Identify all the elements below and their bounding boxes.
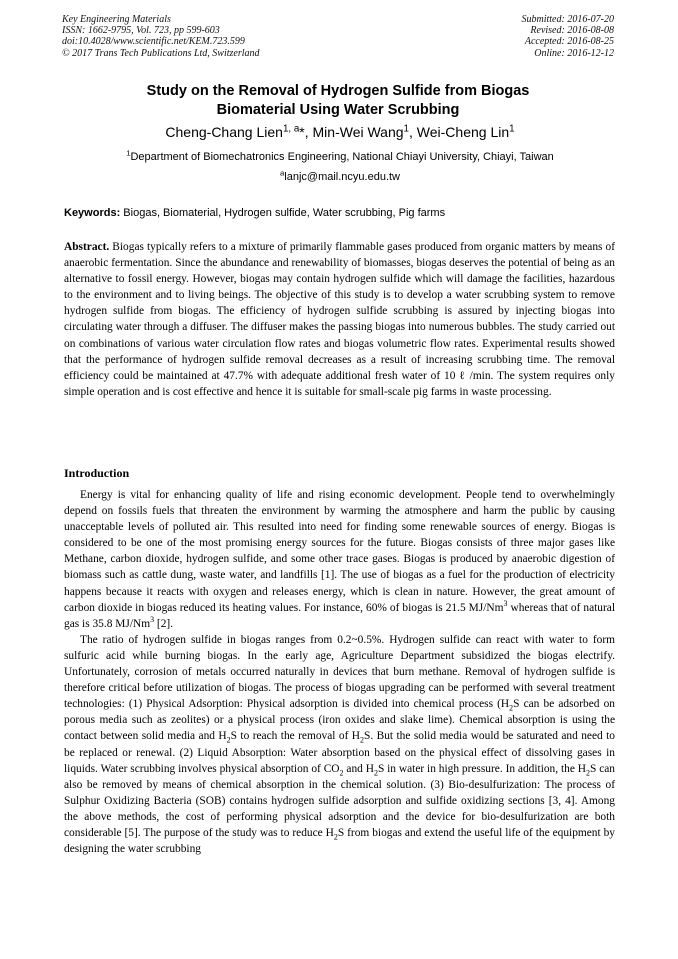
journal-doi: doi:10.4028/www.scientific.net/KEM.723.599 — [62, 36, 245, 48]
subscript: 2 — [586, 767, 590, 777]
email-marker: a — [280, 168, 285, 178]
subscript: 2 — [339, 767, 344, 777]
intro-paragraph-2 — [64, 632, 615, 857]
journal-issn: ISSN: 1662-9795, Vol. 723, pp 599-603 — [62, 25, 220, 37]
date-submitted: Submitted: 2016-07-20 — [521, 14, 614, 25]
email-link[interactable]: lanjc@mail.ncyu.edu.tw — [284, 171, 400, 183]
author-list — [40, 123, 640, 141]
intro-p1-text-c: [2]. — [154, 617, 174, 630]
title-line-1: Study on the Removal of Hydrogen Sulfide from Biogas — [146, 83, 530, 99]
subscript: 2 — [360, 735, 365, 745]
author-3: Wei-Cheng Lin — [416, 124, 510, 140]
intro-p1-text-b: whereas that of natural gas is 35.8 MJ/Nm — [64, 601, 615, 630]
subscript: 2 — [509, 703, 514, 713]
author-1: Cheng-Chang Lien — [165, 124, 283, 140]
journal-copyright: © 2017 Trans Tech Publications Ltd, Switzerland — [62, 47, 260, 59]
superscript: 3 — [150, 614, 155, 624]
keywords — [64, 206, 616, 220]
intro-p1-text-a: Energy is vital for enhancing quality of life and rising economic development. People tend to overwhelmingly depend on fossils fuels that threaten the environment by warming the atmosphere and harm the public by causing unacceptable levels of polluted air. This resulted into need for finding some renewable sources of energy. Biogas is considered to be one of the most promising energy sources for the future. Biogas consists of three major gases like Methane, carbon dioxide, hydrogen sulfide, and some other trace gases. Biogas is produced by anaerobic digestion of biomass such as cattle dung, waste water, and landfills [1]. The use of biogas as a fuel for the production of electricity happens because it reacts with oxygen and releases energy, which is clean in nature. However, the great amount of carbon dioxide in biogas reduced its heating values. For instance, 60% of biogas is 21.5 MJ/Nm — [64, 489, 615, 614]
introduction-body — [64, 487, 615, 857]
intro-p2-text-h: S from biogas and extend the useful life of the equipment by designing the water scrubbing — [64, 826, 615, 856]
date-online: Online: 2016-12-12 — [534, 47, 614, 59]
abstract — [64, 239, 615, 400]
abstract-text: Biogas typically refers to a mixture of primarily flammable gases produced from organic matters by means of anaerobic fermentation. Since the abundance and renewability of biomasses, biogas deserves the potential of being as an alternative to fossil energy. However, biogas may contain hydrogen sulfide which will damage the facilities, hazardous to the environment and to living beings. The objective of this study is to develop a water scrubbing system to remove hydrogen sulfide from biogas. The efficiency of hydrogen sulfide scrubbing is assured by injecting biogas into circulating water through a diffuser. The diffuser makes the passing biogas into numerous bubbles. The study carried out on combinations of various water circulation flow rates and biogas volumetric flow rates. Experimental results showed that the performance of hydrogen sulfide removal decreases as a result of increasing scrubbing time. The removal efficiency could be maintained at 47.7% with adequate additional fresh water of 10 ℓ /min. The system requires only simple operation and is cost effective and hence it is suitable for small-scale pig farms in waste processing. — [64, 241, 615, 398]
author-separator: , — [409, 124, 417, 140]
intro-p2-text-d: S. But the solid media would be saturated and need to be replaced or renewal. (2) Liquid Absorption: Water absorption based on the physical effect of dissolving gases in liquids. Water scrubbing involves physical absorption of CO — [64, 730, 616, 775]
abstract-label: Abstract. — [64, 241, 110, 253]
author-3-affil: 1 — [509, 123, 515, 135]
intro-p2-text-e: and H — [343, 762, 374, 775]
affiliation — [40, 150, 640, 164]
intro-p2-text-f: S in water in high pressure. In addition, the H — [377, 762, 586, 775]
journal-name: Key Engineering Materials — [62, 14, 171, 25]
subscript: 2 — [373, 767, 378, 777]
date-revised: Revised: 2016-08-08 — [530, 25, 614, 37]
intro-p2-text-a: The ratio of hydrogen sulfide in biogas ranges from 0.2~0.5%. Hydrogen sulfide can react with water to form sulfuric acid while burning biogas. In the early age, Agriculture Department subsidized the biogas electrify. Unfortunately, corrosion of metals occurred naturally in devices that burn methane. Removal of hydrogen sulfide is therefore critical before utilization of biogas. The process of biogas upgrading can be performed with several treatment technologies: (1) Physical Adsorption: Physical adsorption is divided into chemical process (H — [64, 633, 615, 711]
affiliation-number: 1 — [126, 148, 131, 158]
author-2: Min-Wei Wang — [312, 124, 404, 140]
author-2-affil: 1 — [403, 123, 409, 135]
subscript: 2 — [333, 832, 338, 842]
subscript: 2 — [226, 735, 231, 745]
title-line-2: Biomaterial Using Water Scrubbing — [216, 102, 460, 118]
keywords-text: Biogas, Biomaterial, Hydrogen sulfide, Water scrubbing, Pig farms — [120, 207, 446, 219]
intro-p2-text-g: S can also be removed by means of chemical absorption in the chemical solution. (3) Bio-desulfurization: The process of Sulphur Oxidizing Bacteria (SOB) contains hydrogen sulfide adsorption and sulfide oxidizing sections [3, 4]. Among the above methods, the cost of performing physical adsorption and the device for bio-desulfurization are both considerable [5]. The purpose of the study was to reduce H — [64, 762, 615, 839]
keywords-label: Keywords: — [64, 207, 121, 219]
superscript: 3 — [503, 598, 508, 608]
paper-title — [60, 82, 616, 120]
corresponding-mark: *, — [299, 124, 313, 140]
affiliation-text: Department of Biomechatronics Engineering, National Chiayi University, Chiayi, Taiwan — [130, 151, 554, 163]
intro-paragraph-1 — [64, 487, 615, 632]
section-heading-introduction: Introduction — [64, 466, 130, 480]
journal-info — [62, 14, 260, 59]
intro-p2-text-c: S to reach the removal of H — [230, 730, 361, 743]
author-1-affil: 1, a — [282, 123, 300, 135]
intro-p2-text-b: S can be adsorbed on porous media such as zeolites) or a physical process (iron oxides and slake lime). Chemical absorption is using the contact between solid media and H — [64, 698, 615, 743]
author-email — [40, 170, 640, 184]
date-accepted: Accepted: 2016-08-25 — [524, 36, 614, 48]
submission-dates — [522, 14, 615, 59]
